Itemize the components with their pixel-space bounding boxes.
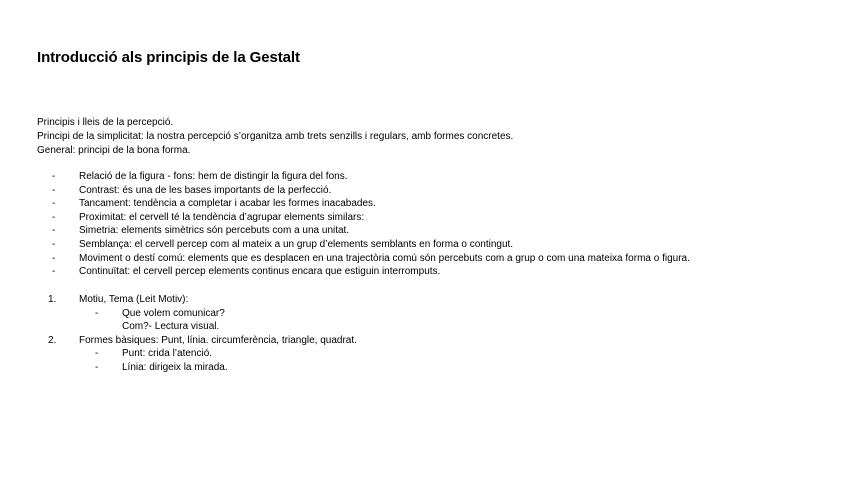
numbered-item-text: Motiu, Tema (Leit Motiv):	[79, 294, 189, 305]
list-item-text: Proximitat: el cervell té la tendència d’agrupar elements similars:	[79, 211, 365, 223]
list-item-text: Simetria: elements simètrics són percebuts com a una unitat.	[79, 225, 350, 237]
intro-line: Principi de la simplicitat: la nostra percepció s’organitza amb trets senzills i regulars, amb formes concretes.	[37, 131, 514, 142]
intro-paragraph	[37, 116, 513, 158]
document-title: Introducció als principis de la Gestalt	[37, 49, 300, 66]
list-item-text: Moviment o destí comú: elements que es desplacen en una trajectòria comú són percebuts com a grup o com una mateixa forma o figura.	[79, 252, 690, 264]
sub-bullet-dash: -	[95, 348, 99, 360]
sub-item-text: Punt: crida l’atenció.	[122, 348, 213, 360]
item-number: 2.	[48, 334, 57, 346]
bullet-dash: -	[52, 198, 56, 210]
item-number: 1.	[48, 294, 57, 305]
list-item-text: Semblança: el cervell percep com al mateix a un grup d’elements semblants en forma o contingut.	[79, 238, 514, 250]
list-item-text: Contrast: és una de les bases importants de la perfecció.	[79, 184, 332, 196]
intro-line: General: principi de la bona forma.	[37, 145, 191, 156]
bullet-dash: -	[52, 238, 56, 250]
numbered-item-text: Formes bàsiques: Punt, línia. circumferència, triangle, quadrat.	[79, 334, 357, 346]
sub-bullet-dash: -	[95, 361, 99, 373]
list-item-text: Tancament: tendència a completar i acabar les formes inacabades.	[79, 198, 376, 210]
bullet-dash: -	[52, 171, 56, 182]
bullet-dash: -	[52, 211, 56, 223]
bullet-dash: -	[52, 252, 56, 264]
bullet-dash: -	[52, 184, 56, 196]
bullet-dash: -	[52, 225, 56, 237]
sub-bullet-dash: -	[95, 307, 99, 319]
bullet-dash: -	[52, 266, 56, 278]
sub-item-text: Que volem comunicar?	[122, 307, 225, 319]
sub-item-text: Línia: dirigeix la mirada.	[122, 361, 228, 373]
list-item-text: Relació de la figura - fons: hem de distingir la figura del fons.	[79, 171, 348, 182]
list-item-text: Continuïtat: el cervell percep elements continus encara que estiguin interromputs.	[79, 266, 441, 278]
sub-item-text: Com?- Lectura visual.	[122, 321, 220, 333]
intro-line: Principis i lleis de la percepció.	[37, 117, 174, 128]
